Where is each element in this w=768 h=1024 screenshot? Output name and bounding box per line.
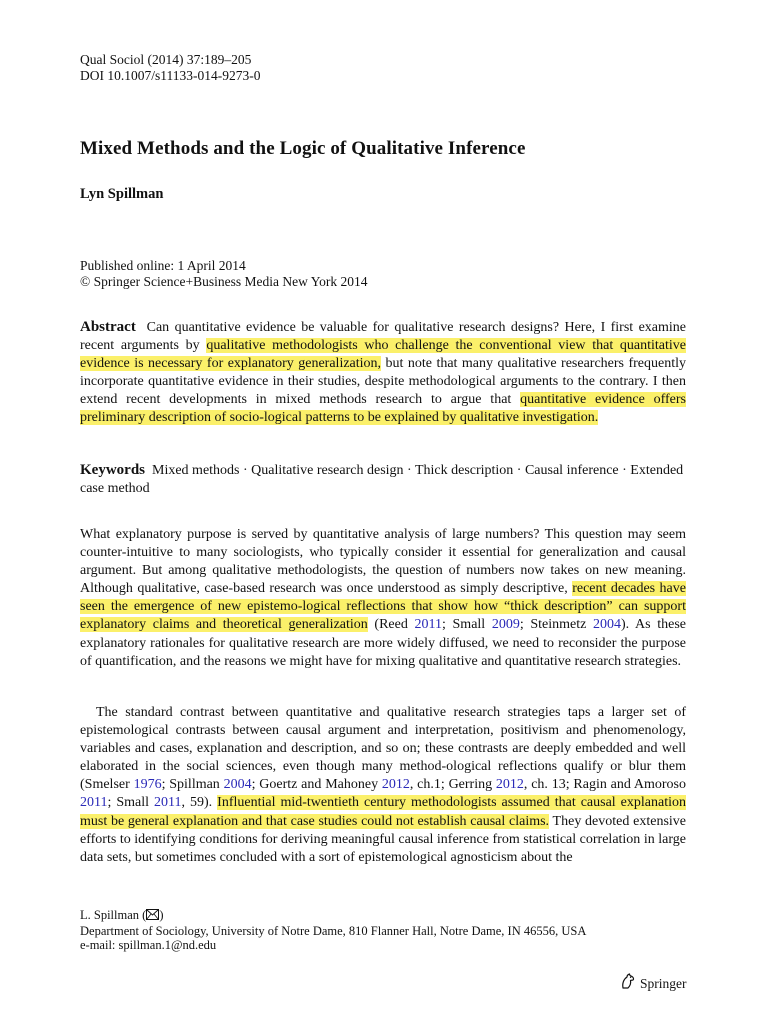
- keywords-label: Keywords: [80, 462, 145, 478]
- publisher-logo: [620, 973, 687, 994]
- citation-link[interactable]: 2009: [491, 617, 520, 633]
- citation-link[interactable]: 2011: [154, 795, 182, 811]
- publisher-name: Springer: [640, 975, 687, 991]
- author-footnote: [80, 908, 586, 953]
- body-text: ; Steinmetz: [519, 617, 593, 633]
- footnote-author-line: [80, 908, 586, 924]
- body-text: What explanatory purpose is served by quantitative analysis of large numbers? This question may seem counter-intuitive to many sociologists, who typically consider it essential for generalization and causal argument. But among qualitative methodologists, the question of numbers now takes on new meaning. Although qualitative, case-based research was once understood as simply descriptive,: [80, 527, 686, 597]
- body-text: ). As these explanatory rationales for qualitative research are more widely diffused, we need to reconsider the purpose of quantification, and the reasons we might have for mixing qualitative and quantitative research strategies.: [80, 617, 686, 669]
- citation-link[interactable]: 2012: [495, 777, 524, 793]
- body-text: They devoted extensive efforts to identifying conditions for deriving meaningful causal inference from statistical correlation in large data sets, but sometimes concluded with a sort of epistemological agnosticism about the: [80, 813, 686, 865]
- envelope-icon[interactable]: [146, 909, 159, 924]
- citation-link[interactable]: 2011: [80, 795, 108, 811]
- body-text: The standard contrast between quantitative and qualitative research strategies taps a larger set of epistemological contrasts between causal argument and interpretation, positivism and phenomenology, variables and cases, explanation and description, and so on; these contrasts are deeply embedded and well elaborated in the social sciences, even though many method-ological reflections qualify or blur them (Smelser: [80, 705, 686, 793]
- published-date: Published online: 1 April 2014: [80, 258, 246, 273]
- body-paragraph-2: [80, 704, 686, 867]
- publication-info: [80, 258, 367, 290]
- abstract: [80, 318, 686, 428]
- article-title: Mixed Methods and the Logic of Qualitative Inference: [80, 138, 526, 159]
- body-text: ; Spillman: [161, 777, 224, 793]
- citation-link[interactable]: 2004: [593, 617, 621, 633]
- keywords-text: Mixed methods · Qualitative research design · Thick description · Causal inference · Extended case method: [80, 463, 684, 497]
- highlight: Influential mid-twentieth century methodologists assumed that causal explanation must be general explanation and that case studies could not establish causal claims.: [80, 795, 686, 829]
- abstract-text: Can quantitative evidence be valuable for qualitative research designs? Here, I first examine recent arguments by: [80, 320, 686, 354]
- body-text: (Reed: [367, 617, 415, 633]
- copyright-line: © Springer Science+Business Media New York 2014: [80, 274, 368, 289]
- body-text: ; Goertz and Mahoney: [251, 777, 382, 793]
- footnote-email[interactable]: e-mail: spillman.1@nd.edu: [80, 938, 217, 953]
- abstract-label: Abstract: [80, 319, 136, 335]
- abstract-text: but note that many qualitative researchers frequently incorporate quantitative evidence in their studies, despite methodological arguments to the contrary. I then extend recent developments in mixed methods research to argue that: [80, 356, 686, 408]
- citation-link[interactable]: 1976: [133, 777, 162, 793]
- footnote-paren: ): [159, 908, 164, 922]
- body-paragraph-1: [80, 526, 686, 671]
- highlight: quantitative evidence offers preliminary description of socio-logical patterns to be explained by qualitative investigation.: [80, 392, 686, 426]
- footnote-author: L. Spillman (: [80, 908, 147, 922]
- body-text: , ch. 13; Ragin and Amoroso: [523, 777, 686, 793]
- springer-horse-icon: [620, 973, 636, 994]
- body-text: ; Small: [107, 795, 155, 811]
- body-text: , ch.1; Gerring: [409, 777, 496, 793]
- keywords: [80, 461, 686, 498]
- citation-link[interactable]: 2012: [381, 777, 410, 793]
- body-text: , 59).: [181, 795, 218, 811]
- body-text: ; Small: [441, 617, 492, 633]
- citation-link[interactable]: 2004: [223, 777, 252, 793]
- footnote-department: Department of Sociology, University of Notre Dame, 810 Flanner Hall, Notre Dame, IN 46556, USA: [80, 923, 587, 938]
- author-name: Lyn Spillman: [80, 186, 164, 202]
- citation-link[interactable]: 2011: [414, 617, 442, 633]
- doi[interactable]: DOI 10.1007/s11133-014-9273-0: [80, 68, 261, 83]
- journal-header: [80, 52, 260, 84]
- journal-citation: Qual Sociol (2014) 37:189–205: [80, 52, 252, 67]
- highlight: qualitative methodologists who challenge the conventional view that quantitative evidence is necessary for explanatory generalization,: [80, 338, 686, 372]
- highlight: recent decades have seen the emergence of new epistemo-logical reflections that show how “thick description” can support explanatory claims and theoretical generalization: [80, 581, 686, 633]
